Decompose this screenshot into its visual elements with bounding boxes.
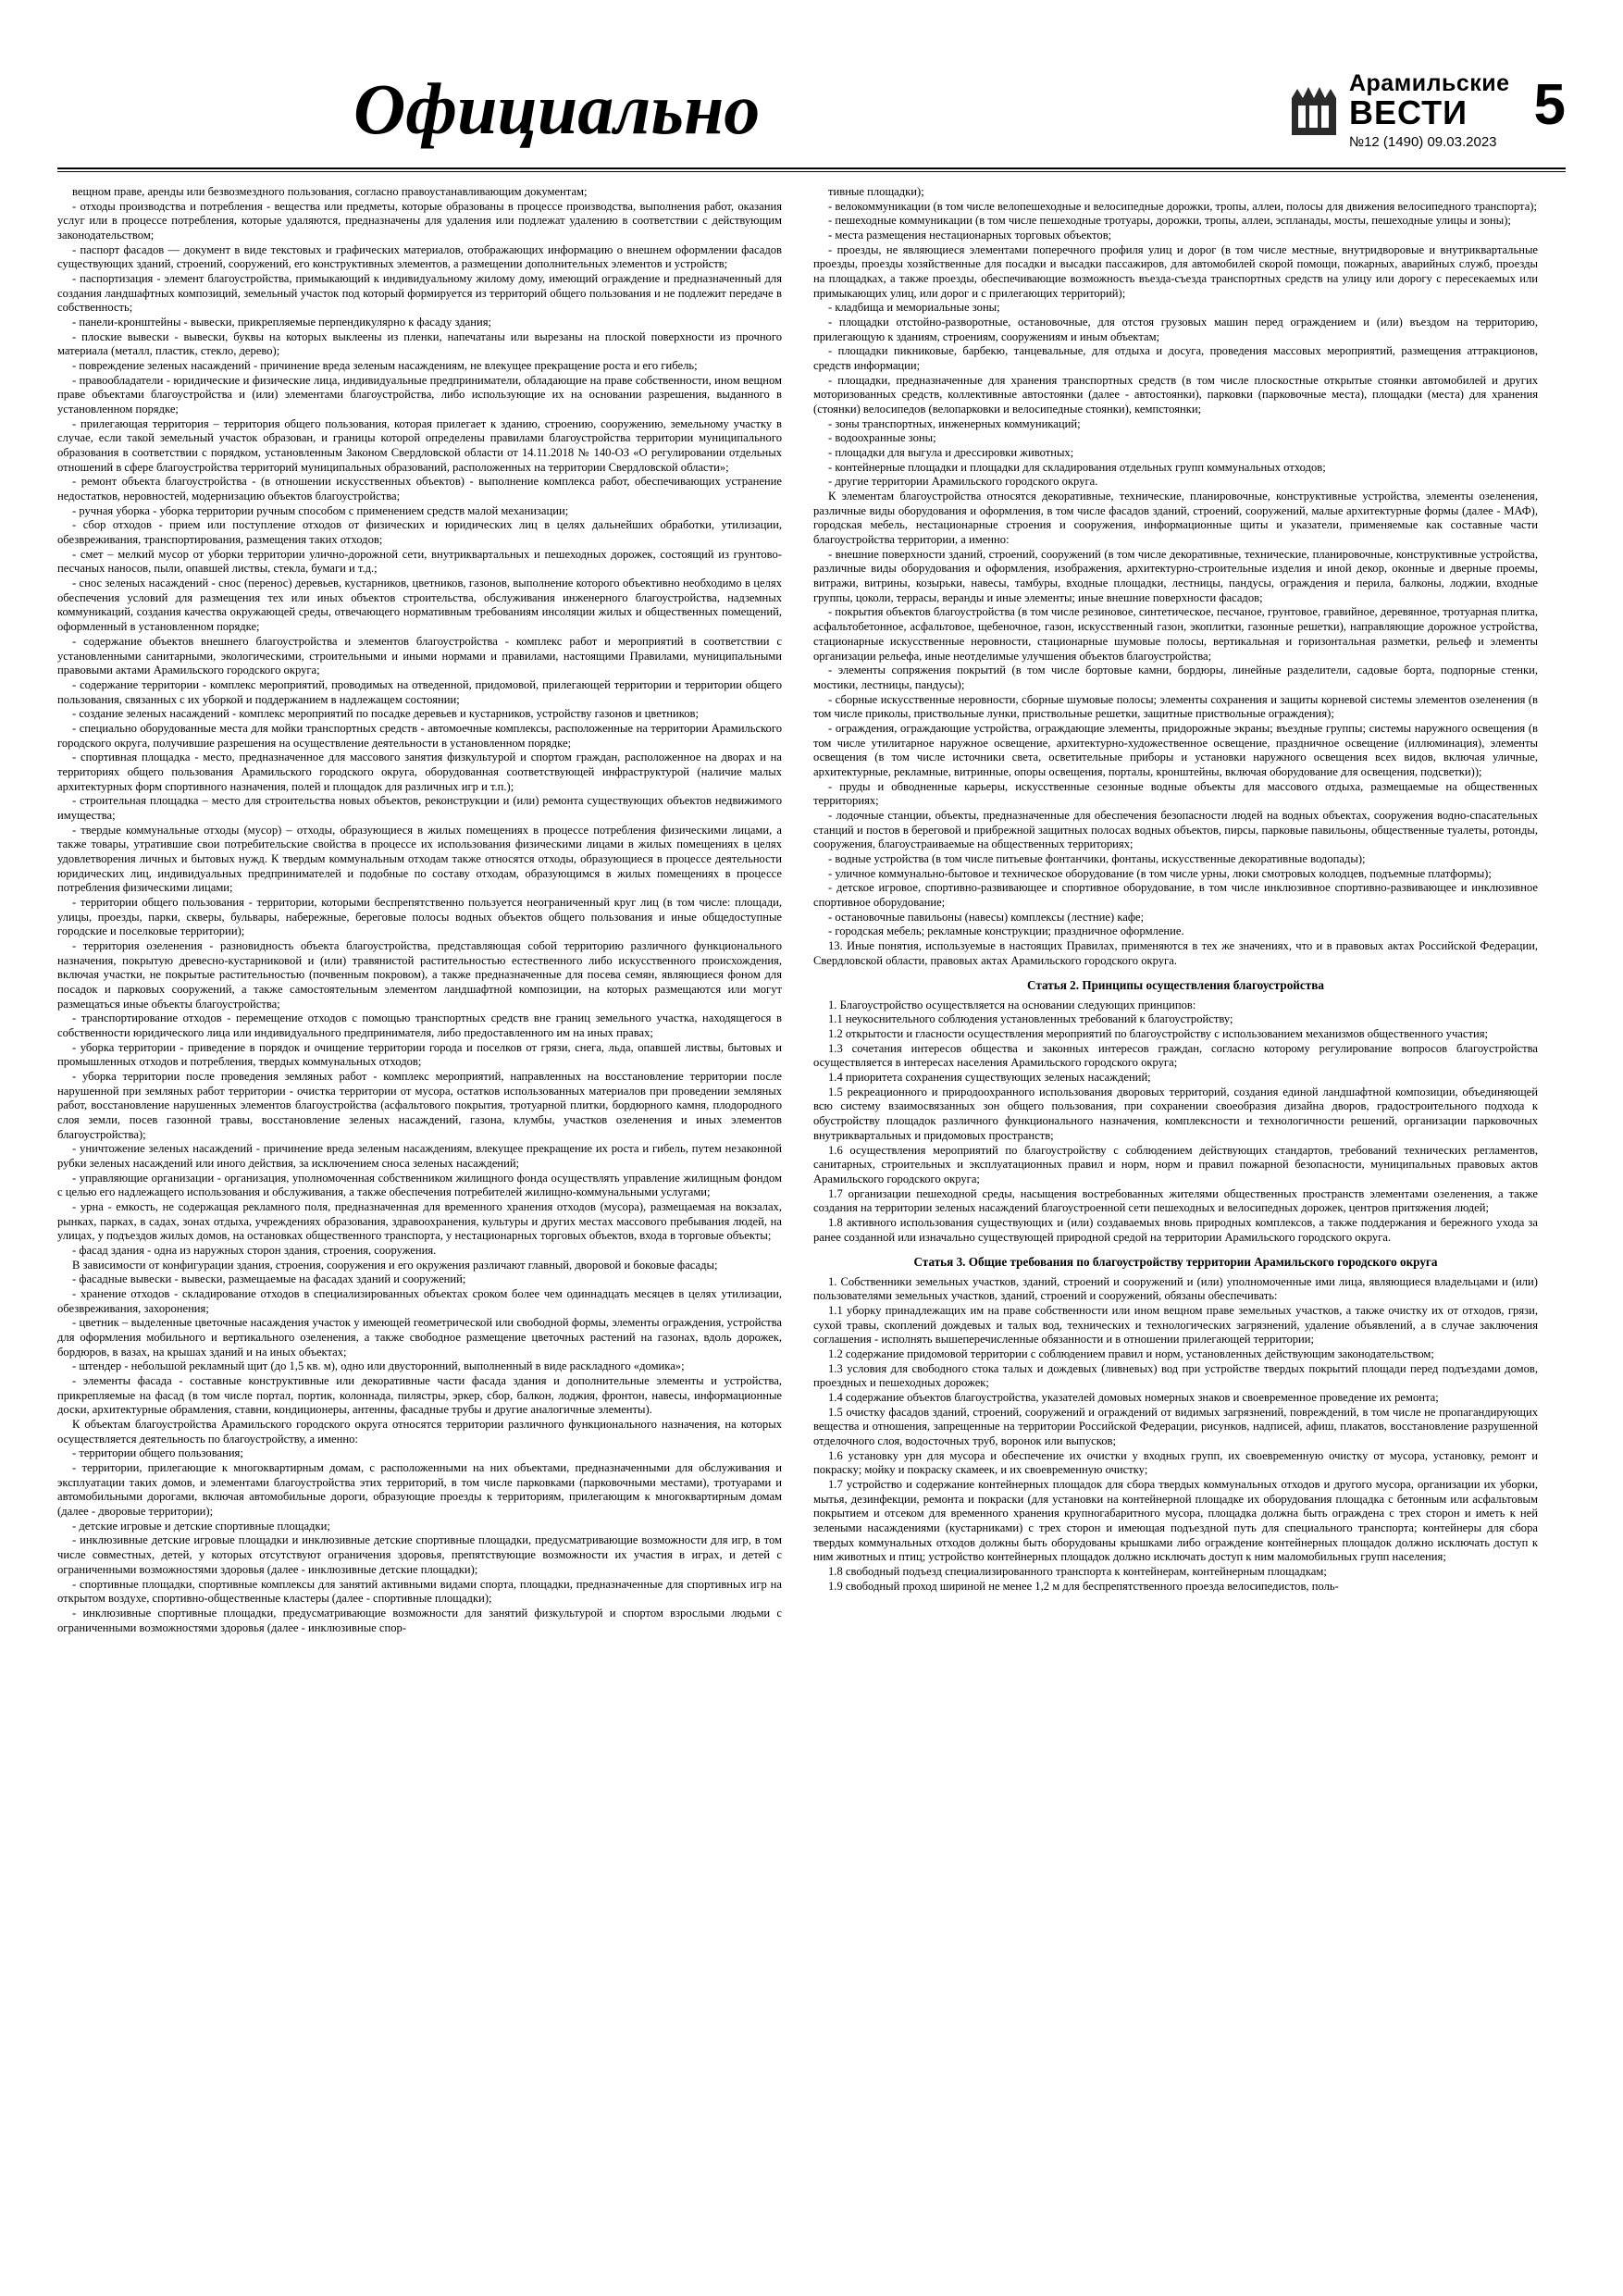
paragraph: - уличное коммунально-бытовое и техническое оборудование (в том числе урны, люки смотровых колодцев, подъемные платформы); [828,866,1492,880]
paragraph: - городская мебель; рекламные конструкции; праздничное оформление. [828,925,1184,938]
paragraph: - прилегающая территория – территория общего пользования, которая прилегает к зданию, строению, сооружению, земельному участку в случае, если такой земельный участок образован, и границы которой определены правилами благоустройства территории муниципального образования в соответствии с порядком, установленным Законом Свердловской области от 14.11.2018 № 140-ОЗ «О регулировании отдельных отношений в сфере благоустройства территорий муниципальных образований, расположенных на территории Свердловской области»; [57,416,782,474]
paragraph: - транспортирование отходов - перемещение отходов с помощью транспортных средств вне границ земельного участка, находящегося в собственности юридического лица или индивидуального предпринимателя, либо предоставленного им на иных правах; [57,1011,782,1039]
paragraph: - создание зеленых насаждений - комплекс мероприятий по посадке деревьев и кустарников, устройству газонов и цветников; [72,707,700,721]
paragraph: - ручная уборка - уборка территории ручным способом с применением средств малой механизации; [72,503,569,517]
paragraph: В зависимости от конфигурации здания, строения, сооружения и его окружения различают главный, дворовой и боковые фасады; [72,1258,718,1272]
paragraph: тивные площадки); [828,185,924,198]
paragraph: К объектам благоустройства Арамильского городского округа относятся территории различного функционального назначения, на которых осуществляется деятельность по благоустройству, а именно: [57,1418,782,1446]
paragraph: - территории общего пользования - территории, которыми беспрепятственно пользуется неограниченный круг лиц (в том числе: площади, улицы, проезды, парки, скверы, бульвары, набережные, береговые полосы водных объектов общего пользования и иные общедоступные городские и поселковые территории); [57,895,782,938]
paragraph: - содержание территории - комплекс мероприятий, проводимых на отведенной, придомовой, прилегающей территории и территории общего пользования, связанных с их уборкой и поддержанием в надлежащем состоянии; [57,677,782,706]
paragraph: - цветник – выделенные цветочные насаждения участок у имеющей геометрической или свободной формы, элементы ограждения, устройства для оформления мобильного и вертикального озеленения, а также свободное размещение цветочных растений на газонах, вдоль дорожек, бордюров, в вазах, на крышах зданий и на иных объектах; [57,1316,782,1359]
paragraph: - сбор отходов - прием или поступление отходов от физических и юридических лиц в целях дальнейших обработки, утилизации, обезвреживания, транспортирования, размещения таких отходов; [57,518,782,547]
paragraph: 1.1 уборку принадлежащих им на праве собственности или ином вещном праве земельных участков, а также очистку их от отходов, грязи, сухой травы, скоплений дождевых и талых вод, технических и технологических загрязнений, удаление объявлений, а в случае заключения соглашения - исполнять вышеперечисленные обязанности и в отношении прилегающей территории; [813,1304,1538,1347]
paragraph: - элементы фасада - составные конструктивные или декоративные части фасада здания и дополнительные элементы и устройства, прикрепляемые на фасад (в том числе портал, портик, колоннада, пилястры, эркер, сбор, балкон, лоджия, фронтон, навесы, информационные доски, архитектурные обрамления, ставни, кондиционеры, антенны, фасадные трубы и другие аналогичные элементы). [57,1374,782,1417]
paragraph: - пешеходные коммуникации (в том числе пешеходные тротуары, дорожки, тропы, аллеи, эспланады, мосты, пешеходные улицы и зоны); [828,214,1511,228]
paragraph: - территории, прилегающие к многоквартирным домам, с расположенными на них объектами, предназначенными для обслуживания и эксплуатации таких домов, и элементами благоустройства этих территорий, в том числе парковками (парковочными местами), тротуарами и автомобильными дорогами, включая автомобильные дороги, образующие проезды к территориям, прилегающим к многоквартирным домам (далее - дворовые территории); [57,1461,782,1519]
paragraph: - пруды и обводненные карьеры, искусственные сезонные водные объекты для массового отдыха, размещаемые на общественных территориях; [813,779,1538,808]
paragraph: - контейнерные площадки и площадки для складирования отдельных групп коммунальных отходов; [828,460,1326,474]
paragraph: - отходы производства и потребления - вещества или предметы, которые образованы в процессе производства, выполнения работ, оказания услуг или в процессе потребления, которые удаляются, предназначены для удаления или подлежат удалению в соответствии с действующим законодательством; [57,199,782,242]
paragraph: - проезды, не являющиеся элементами поперечного профиля улиц и дорог (в том числе местные, внутридворовые и внутриквартальные проезды, проезды хозяйственные для посадки и высадки пассажиров, для автомобилей скорой помощи, пожарных, аварийных служб, проезды на площадках, а также проезды, обеспечивающие возможность въезда-съезда транспортных средств на улицу или дорогу с пересекаемых или примыкающих улиц, или дорог и с прилегающих территорий); [813,242,1538,300]
paragraph: 1.4 содержание объектов благоустройства, указателей домовых номерных знаков и своевременное проведение их ремонта; [828,1391,1439,1405]
paragraph: - повреждение зеленых насаждений - причинение вреда зеленым насаждениям, не влекущее прекращение роста и его гибель; [72,359,698,373]
brand-name-line2: ВЕСТИ [1348,93,1468,131]
article-heading: Статья 3. Общие требования по благоустройству территории Арамильского городского округа [913,1255,1438,1270]
masthead-right [1290,72,1566,149]
paragraph: - уборка территории - приведение в порядок и очищение территории города и поселков от грязи, снега, льда, опавшей листвы, бытовых и промышленных отходов и потребления, твердых коммунальных отходов; [57,1040,782,1069]
paragraph: - твердые коммунальные отходы (мусор) – отходы, образующиеся в жилых помещениях в процессе потребления физическими лицами, а также товары, утратившие свои потребительские свойства в процессе их использования физическими лицами в жилых помещениях в целях удовлетворения личных и бытовых нужд. К твердым коммунальным отходам также относятся отходы, образующиеся в процессе деятельности юридических лиц, индивидуальных предпринимателей и подобные по составу отходам, образующимся в жилых помещениях в процессе потребления физическими лицами; [57,823,782,895]
brand [1290,72,1510,149]
paragraph: - плоские вывески - вывески, буквы на которых выклеены из пленки, напечатаны или вырезаны на плоской поверхности из прочного материала (металл, пластик, стекло, дерево); [57,329,782,358]
paragraph: - спортивные площадки, спортивные комплексы для занятий активными видами спорта, площадки, предназначенные для спортивных игр на открытом воздухе, спортивно-общественные кластеры (далее - спортивные площадки); [57,1577,782,1606]
paragraph: - ремонт объекта благоустройства - (в отношении искусственных объектов) - выполнение комплекса работ, обеспечивающих устранение недостатков, неровностей, модернизацию объектов благоустройства; [57,475,782,503]
article-body [57,185,1566,1635]
paragraph: - строительная площадка – место для строительства новых объектов, реконструкции и (или) ремонта существующих объектов недвижимого имущества; [57,794,782,822]
paragraph: 1.8 активного использования существующих и (или) создаваемых вновь природных комплексов, а также поддержания и бережного ухода за ранее созданной или изначально существующей природной средой на территории Арамильского городского округа. [813,1215,1538,1244]
paragraph: - уничтожение зеленых насаждений - причинение вреда зеленым насаждениям, влекущее прекращение их роста и гибель, путем незаконной рубки зеленых насаждений или иного действия, за исключением сноса зеленых насаждений; [57,1142,782,1171]
paragraph: - правообладатели - юридические и физические лица, индивидуальные предприниматели, обладающие на праве собственности, ином вещном праве объектами благоустройства и (или) элементами благоустройства, либо использующие их на основании разрешения, выданного в установленном порядке; [57,373,782,416]
paragraph: 1.6 осуществления мероприятий по благоустройству с соблюдением действующих стандартов, требований технических регламентов, санитарных, строительных и эксплуатационных правил и норм, норм и правил пожарной безопасности, муниципальных правовых актов Арамильского городского округа; [813,1143,1538,1185]
paragraph: - содержание объектов внешнего благоустройства и элементов благоустройства - комплекс работ и мероприятий в соответствии с установленными санитарными, экологическими, строительными и иными нормами и правилами, настоящими Правилами, муниципальными правовыми актами Арамильского городского округа; [57,634,782,677]
paragraph: - зоны транспортных, инженерных коммуникаций; [828,416,1081,430]
paragraph: - инклюзивные детские игровые площадки и инклюзивные детские спортивные площадки, предусматривающие возможности для игр, в том числе совместных, детей, у которых отсутствуют ограничения здоровья, препятствующие возможности их участия в играх, и детей с ограниченными возможностями здоровья (далее - инклюзивные детские площадки); [57,1533,782,1576]
paragraph: 13. Иные понятия, используемые в настоящих Правилах, применяются в тех же значениях, что и в правовых актах Российской Федерации, Свердловской области, правовых актах Арамильского городского округа. [813,938,1538,967]
paragraph: - сборные искусственные неровности, сборные шумовые полосы; элементы сохранения и защиты корневой системы элементов озеленения (в том числе приколы, приствольные лунки, приствольные решетки, защитные приствольные ограждения); [813,692,1538,721]
paragraph: - другие территории Арамильского городского округа. [828,475,1098,489]
paragraph: - остановочные павильоны (навесы) комплексы (лестние) кафе; [828,910,1145,924]
paragraph: - территория озеленения - разновидность объекта благоустройства, представляющая собой территорию различного функционального назначения, покрытую древесно-кустарниковой и (или) травянистой растительностью естественного либо искусственного происхождения, включая участки, не покрытые растительностью (почвенным покровом), а также предназначенные для посева семян, являющиеся фоном для посадок и парковых сооружений, а также самостоятельным элементом ландшафтной композиции, на которых размещаются или могут размещаться иные объекты благоустройства; [57,938,782,1011]
paragraph: - ограждения, ограждающие устройства, ограждающие элементы, придорожные экраны; въездные группы; системы наружного освещения (в том числе утилитарное наружное освещение, архитектурно-художественное освещение, праздничное освещение (иллюминация), элементы освещения (в том числе источники света, осветительные приборы и установки наружного освещения всех видов, включая уличные, архитектурные, рекламные, витринные, опоры освещения, порталы, кронштейны, включая оборудование для освещения, подсветки)); [813,721,1538,778]
paragraph: 1.6 установку урн для мусора и обеспечение их очистки у входных групп, их своевременную очистку от мусора, установку, ремонт и покраску; мойку и покраску скамеек, и их своевременную очистку; [813,1448,1538,1477]
paragraph: - снос зеленых насаждений - снос (перенос) деревьев, кустарников, цветников, газонов, выполнение которого объективно необходимо в целях обеспечения условий для размещения тех или иных объектов строительства, обслуживания инженерного благоустройства, надземных коммуникаций, создания качества окружающей среды, отвечающего нормативным требованиям инсоляции жилых и общественных помещений, оформленный в установленном порядке; [57,577,782,634]
paragraph: - площадки пикниковые, барбекю, танцевальные, для отдыха и досуга, проведения массовых мероприятий, размещения аттракционов, средств информации; [813,344,1538,373]
paragraph: - спортивная площадка - место, предназначенное для массового занятия физкультурой и спортом граждан, расположенное на дворах и на территориях общего пользования Арамильского городского округа, оборудованная соответствующей инфраструктурой (наличие малых архитектурных форм спортивного назначения, полей и площадок для различных игр и т.п.); [57,751,782,793]
paragraph: 1.9 свободный проход шириной не менее 1,2 м для беспрепятственного проезда велосипедистов, поль- [828,1579,1339,1593]
brand-name-line1: Арамильские [1348,70,1510,96]
masthead-divider-thin [57,171,1566,172]
paragraph: - панели-кронштейны - вывески, прикрепляемые перпендикулярно к фасаду здания; [72,316,491,329]
paragraph: - управляющие организации - организация, уполномоченная собственником жилищного фонда осуществлять управление жилищным фондом с целью его надлежащего использования и обслуживания, а также обеспечения потребителей жилищно-коммунальными услугами; [57,1171,782,1199]
page-title: Официально [353,68,761,149]
paragraph: 1. Благоустройство осуществляется на основании следующих принципов: [828,998,1196,1011]
paragraph: 1.3 условия для свободного стока талых и дождевых (ливневых) вод при устройстве твердых покрытий площади перед подъездами домов, проездных и пешеходных дорожек; [813,1361,1538,1390]
paragraph: - хранение отходов - складирование отходов в специализированных объектах сроком более чем одиннадцать месяцев в целях утилизации, обезвреживания, захоронения; [57,1287,782,1315]
paragraph: - фасадные вывески - вывески, размещаемые на фасадах зданий и сооружений; [72,1272,466,1286]
paragraph: 1.5 очистку фасадов зданий, строений, сооружений и ограждений от видимых загрязнений, повреждений, в том числе не пропагандирующих вещества и отношения, запрещенные на территории Российской Федерации, рисунков, надписей, афиш, плакатов, восстановление разрушенной отделочного слоя, водосточных труб, воронок или выпусков; [813,1405,1538,1448]
paragraph: - водоохранные зоны; [828,431,936,445]
paragraph: - штендер - небольшой рекламный щит (до 1,5 кв. м), одно или двусторонний, выполненный в виде раскладного «домика»; [72,1359,685,1373]
paragraph: - элементы сопряжения покрытий (в том числе бортовые камни, бордюры, линейные разделители, садовые борта, подпорные стенки, мостики, лестницы, пандусы); [813,664,1538,691]
paragraph: - внешние поверхности зданий, строений, сооружений (в том числе декоративные, технические, планировочные, конструктивные устройства, различные виды оборудования и оформления, изображения, архитектурно-строительные изделия и иной декор, оконные и дверные проемы, витражи, витрины, козырьки, навесы, тамбуры, входные площадки, лестницы, пандусы, ограждения и перила, балконы, лоджии, входные группы, цоколи, террасы, веранды и иные элементы; иные внешние поверхности фасадов; [813,547,1538,604]
paragraph: - кладбища и мемориальные зоны; [828,301,1000,315]
masthead [57,0,1566,162]
paragraph: 1.2 содержание придомовой территории с соблюдением правил и норм, установленных действующим законодательством; [828,1347,1434,1361]
paragraph: - территории общего пользования; [72,1446,243,1460]
paragraph: 1.3 сочетания интересов общества и законных интересов граждан, согласно которому регулирование вопросов благоустройства осуществляется в интересах населения Арамильского городского округа; [813,1041,1538,1070]
brand-text [1349,72,1510,149]
paragraph: - площадки, предназначенные для хранения транспортных средств (в том числе плоскостные открытые стоянки автомобилей и других моторизованных средств, коллективные автостоянки (далее - автостоянки), парковки (парковочные места), площадки (места) для хранения (стоянки) велосипедов (велопарковки и велосипедные стоянки), кемпстоянки; [813,373,1538,416]
paragraph: 1.8 свободный подъезд специализированного транспорта к контейнерам, контейнерным площадкам; [828,1565,1327,1579]
column-right [813,185,1538,1635]
paragraph: - лодочные станции, объекты, предназначенные для обеспечения безопасности людей на водных объектах, сооружения водно-спасательных станций и постов в береговой и прибрежной защитных полосах водных объектов, пирсы, парковые павильоны, общественные туалеты, ротонды, сооружения, благоустраиваемые на общественных территориях; [813,808,1538,851]
paragraph: - специально оборудованные места для мойки транспортных средств - автомоечные комплексы, расположенные на территории Арамильского городского округа, получившие разрешения на осуществление деятельности в установленном порядке; [57,721,782,750]
masthead-divider [57,168,1566,169]
paragraph: 1. Собственники земельных участков, зданий, строений и сооружений и (или) уполномоченные ими лица, являющиеся владельцами и (или) пользователями земельных участков, зданий, строений и сооружений, обязаны обеспечивать: [813,1274,1538,1303]
paragraph: - площадки для выгула и дрессировки животных; [828,446,1074,460]
paragraph: - паспортизация - элемент благоустройства, примыкающий к индивидуальному жилому дому, имеющий ограждение и предназначенный для создания ландшафтных композиций, земельный участок под который формируется из территорий общего пользования и не подлежит передаче в собственность; [57,272,782,315]
paragraph: - водные устройства (в том числе питьевые фонтанчики, фонтаны, искусственные декоративные водопады); [828,851,1366,865]
article-heading: Статья 2. Принципы осуществления благоустройства [1027,978,1324,993]
paragraph: - места размещения нестационарных торговых объектов; [828,229,1112,242]
paragraph: - площадки отстойно-разворотные, остановочные, для отстоя грузовых машин перед ограждением и (или) въездом на территорию, прилегающую к зданиям, строениям, сооружениям и иным объектам; [813,316,1538,343]
paragraph: 1.1 неукоснительного соблюдения установленных требований к благоустройству; [828,1012,1233,1026]
paragraph: 1.7 организации пешеходной среды, насыщения востребованных жителями общественных пространств элементами озеленения, а также создания на территории зеленых насаждений благоустроенной сети пешеходных и велосипедных дорожек, центров притяжения людей; [813,1186,1538,1215]
crown-emblem-icon [1290,85,1338,137]
column-left [57,185,782,1635]
paragraph: - детское игровое, спортивно-развивающее и спортивное оборудование, в том числе инклюзивное спортивно-развивающее и инклюзивное спортивное оборудование; [813,881,1538,909]
paragraph: - фасад здания - одна из наружных сторон здания, строения, сооружения. [72,1244,437,1258]
paragraph: 1.5 рекреационного и природоохранного использования дворовых территорий, создания единой ландшафтной композиции, объединяющей всю систему взаимосвязанных зон общего пользования, при сохранении своеобразия дизайна дворов, градостроительного подхода к обустройству площадок различного функционального назначения, комплексности и технологичности решений, организации парковочных внутриквартальных и придомовых пространств; [813,1085,1538,1142]
paragraph: - велокоммуникации (в том числе велопешеходные и велосипедные дорожки, тропы, аллеи, полосы для движения велосипедного транспорта); [828,199,1537,213]
paragraph: вещном праве, аренды или безвозмездного пользования, согласно правоустанавливающим документам; [72,185,588,198]
paragraph: - урна - емкость, не содержащая рекламного поля, предназначенная для временного хранения отходов (мусора), размещаемая на вокзалах, рынках, парках, в садах, зонах отдыха, учреждениях образования, здравоохранения, культуры и других местах массового пребывания людей, на улицах, у подъездов жилых домов, на остановках общественного транспорта, у нестационарных торговых объектов, входа в торговые объекты; [57,1200,782,1243]
paragraph: - детские игровые и детские спортивные площадки; [72,1519,330,1533]
paragraph: - уборка территории после проведения земляных работ - комплекс мероприятий, направленных на восстановление территории после нарушенной при земляных работ территории - очистка территории от мусора, остатков использованных материалов при проведении земляных работ, восстановление нарушенных элементов благоустройства (асфальтового покрытия, тротуарной плитки, бордюрного камня, плодородного слоя земли, посев газонной травы, восстановление зеленых насаждений, газона, клумбы, участков озеленения и иных элементов благоустройства); [57,1069,782,1141]
paragraph: - паспорт фасадов — документ в виде текстовых и графических материалов, отображающих информацию о внешнем оформлении фасадов существующих зданий, строений, сооружений, его конструктивных элементов, а размещении дополнительных элементов и устройств; [57,242,782,271]
paragraph: 1.7 устройство и содержание контейнерных площадок для сбора твердых коммунальных отходов и другого мусора, организации их уборки, мытья, дезинфекции, ремонта и покраски (для установки на контейнерной площадке их оборудования площадка с бетонным или асфальтовым покрытием и отсеком для временного хранения крупногабаритного мусора, площадка должна быть ограждена с трех сторон и иметь к ней зелеными насаждениями (кустарниками) с трех сторон и имеющая подъездной путь для специального транспорта; контейнеры для сбора твердых коммунальных отходов должны быть оборудованы крышками либо ограждение контейнерных площадок должно исключать доступ к ним животных и птиц; устройство контейнерных площадок должно исключать доступ к ним маломобильных групп населения; [813,1478,1538,1564]
page-number: 5 [1533,73,1566,138]
paragraph: - покрытия объектов благоустройства (в том числе резиновое, синтетическое, песчаное, грунтовое, гравийное, деревянное, тротуарная плитка, асфальтобетонное, асфальтовое, щебеночное, газон, искусственный газон, экоплитки, газонные решетки), направляющие дорожное устройства, стационарные искусственные неровности, стационарные шумовые полосы, вертикальная и горизонтальная разметки, рельеф и элементы организации рельефа, иные неотделимые улучшения объектов благоустройства; [813,605,1538,663]
paragraph: 1.4 приоритета сохранения существующих зеленых насаждений; [828,1071,1151,1085]
paragraph: 1.2 открытости и гласности осуществления мероприятий по благоустройству с использованием механизмов общественного участия; [828,1027,1488,1041]
paragraph: - смет – мелкий мусор от уборки территории улично-дорожной сети, внутриквартальных и пешеходных дорожек, состоящий из грунтово-песчаных наносов, пыли, опавшей листвы, стекла, бумаги и т.д.; [57,547,782,576]
issue-info: №12 (1490) 09.03.2023 [1348,134,1497,150]
paragraph: - инклюзивные спортивные площадки, предусматривающие возможности для занятий физкультурой и спортом взрослыми людьми с ограниченными возможностями здоровья (далее - инклюзивные спор- [57,1606,782,1634]
paragraph: К элементам благоустройства относятся декоративные, технические, планировочные, конструктивные устройства, элементы озеленения, различные виды оборудования и оформления, в том числе фасадов зданий, строений, сооружений, малые архитектурные формы (далее - МАФ), городская мебель, нестационарные строения и сооружения, информационные щиты и указатели, применяемые как составные части благоустройства территории, а именно: [813,490,1538,547]
